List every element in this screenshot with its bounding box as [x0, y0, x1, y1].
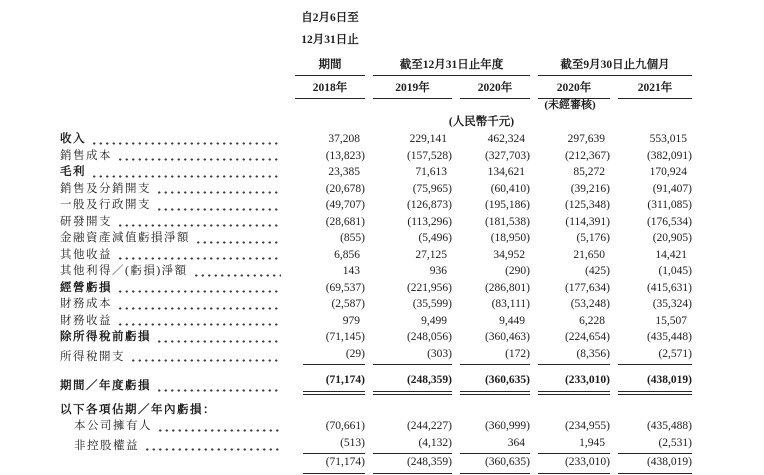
value-cell — [452, 418, 530, 435]
value-number: (157,528) — [406, 149, 452, 162]
period-header-line-1: 自2月6日至 — [301, 12, 359, 24]
value-number: (35,599) — [412, 298, 452, 310]
value-number: (360,635) — [484, 456, 530, 468]
value-number: (29) — [345, 347, 365, 360]
value-number: (172) — [505, 347, 530, 360]
table-row — [60, 435, 692, 455]
value-cell — [452, 247, 530, 264]
value-number: (113,296) — [407, 215, 452, 228]
value-cell — [530, 418, 610, 435]
value-cell — [295, 395, 365, 419]
value-cell — [365, 395, 452, 419]
value-number: (125,348) — [564, 199, 610, 211]
dot-leader — [156, 208, 281, 211]
dot-leader — [91, 142, 281, 145]
value-cell — [365, 435, 452, 455]
value-number: (20,678) — [325, 182, 365, 195]
header-row-unaudited — [60, 99, 692, 112]
value-cell — [452, 454, 530, 475]
table-row — [60, 296, 692, 313]
value-number: (181,538) — [484, 215, 530, 228]
header-spacer — [60, 50, 295, 76]
value-number: (233,010) — [564, 374, 610, 386]
row-label: 金融資產減值虧損淨額 — [60, 230, 295, 247]
value-number: (233,010) — [564, 456, 610, 468]
value-cell — [295, 247, 365, 264]
dot-leader — [117, 290, 281, 293]
value-cell — [295, 435, 365, 455]
header-spacer — [60, 112, 295, 131]
value-number: (39,216) — [570, 182, 610, 195]
table-row — [60, 346, 692, 366]
table-row — [60, 148, 692, 165]
value-cell — [610, 454, 692, 475]
value-cell — [365, 164, 452, 181]
value-cell — [365, 263, 452, 280]
value-cell — [530, 435, 610, 455]
header-spacer — [60, 28, 295, 50]
row-label: 一般及行政開支 — [60, 197, 295, 214]
dot-leader — [156, 389, 281, 392]
value-number: (71,174) — [325, 456, 365, 468]
value-cell — [452, 197, 530, 214]
value-cell — [452, 313, 530, 330]
value-cell — [610, 148, 692, 165]
value-number: 297,639 — [567, 133, 605, 145]
table-body — [60, 131, 692, 475]
value-cell — [530, 280, 610, 297]
value-cell — [365, 230, 452, 247]
value-number: (286,801) — [484, 281, 530, 294]
value-cell — [530, 296, 610, 313]
row-label: 銷售成本 — [60, 148, 295, 165]
row-label: 銷售及分銷開支 — [60, 181, 295, 198]
value-number: (177,634) — [564, 281, 610, 294]
value-cell — [610, 313, 692, 330]
year-header-2018: 2018年 — [295, 76, 365, 99]
value-number: 9,449 — [499, 314, 525, 327]
value-number: 23,385 — [328, 166, 360, 178]
value-cell — [530, 263, 610, 280]
value-number: (244,227) — [406, 420, 452, 432]
value-cell — [365, 148, 452, 165]
value-cell — [530, 365, 610, 395]
value-number: (28,681) — [325, 215, 365, 228]
value-number: 85,272 — [573, 166, 605, 178]
value-number: (83,111) — [491, 298, 530, 310]
value-number: (114,391) — [565, 215, 610, 228]
value-number: 364 — [507, 436, 525, 449]
value-number: 15,507 — [655, 314, 687, 327]
value-cell — [365, 131, 452, 148]
value-number: (5,496) — [418, 232, 452, 244]
table-row — [60, 247, 692, 264]
value-cell — [610, 329, 692, 346]
value-number: (290) — [505, 265, 530, 277]
value-cell — [610, 131, 692, 148]
value-cell — [365, 181, 452, 198]
value-number: 27,125 — [415, 248, 447, 261]
value-cell — [365, 418, 452, 435]
group-header-annual — [365, 50, 530, 76]
row-label: 毛利 — [60, 164, 295, 181]
value-number: 553,015 — [649, 133, 687, 145]
table-row — [60, 313, 692, 330]
value-cell — [610, 346, 692, 366]
header-row-1 — [60, 6, 692, 28]
value-cell — [610, 296, 692, 313]
value-number: (71,145) — [325, 331, 365, 343]
value-cell — [365, 214, 452, 231]
value-cell — [365, 346, 452, 366]
dot-leader — [156, 340, 281, 343]
header-spacer — [60, 99, 530, 112]
value-cell — [295, 148, 365, 165]
table-row — [60, 214, 692, 231]
value-number: (435,448) — [646, 331, 692, 343]
value-number: (5,176) — [576, 232, 610, 244]
value-cell — [530, 181, 610, 198]
value-number: (303) — [427, 347, 452, 360]
header-spacer — [610, 99, 692, 112]
value-number: (18,950) — [490, 232, 530, 244]
value-number: 170,924 — [649, 166, 687, 178]
income-statement-table — [60, 6, 692, 475]
value-number: (176,534) — [646, 215, 692, 228]
value-number: (2,587) — [331, 298, 365, 310]
row-label: 財務收益 — [60, 313, 295, 330]
value-cell — [530, 395, 610, 419]
period-header-line-3 — [295, 50, 365, 76]
value-cell — [452, 395, 530, 419]
row-label: 財務成本 — [60, 296, 295, 313]
value-number: 936 — [429, 265, 447, 277]
group-header-nine-months — [530, 50, 692, 76]
value-cell — [295, 454, 365, 475]
value-cell — [365, 280, 452, 297]
row-label: 經營虧損 — [60, 280, 295, 297]
value-cell — [452, 263, 530, 280]
value-cell — [610, 230, 692, 247]
value-number: (855) — [340, 232, 365, 244]
table-row — [60, 230, 692, 247]
value-number: (69,537) — [325, 281, 365, 294]
group-header-nine-months-underline: 截至9月30日止九個月 — [538, 56, 692, 76]
value-cell — [365, 247, 452, 264]
value-number: (1,045) — [658, 265, 692, 277]
value-cell — [452, 280, 530, 297]
value-number: (438,019) — [646, 374, 692, 386]
value-number: 21,650 — [573, 248, 605, 261]
row-label: 非控股權益 — [60, 435, 295, 455]
dot-leader — [144, 448, 281, 451]
dot-leader — [117, 224, 281, 227]
value-cell — [530, 346, 610, 366]
year-header-2020-unaudited: 2020年 — [530, 76, 610, 99]
value-number: (8,356) — [576, 347, 610, 360]
header-row-groups — [60, 50, 692, 76]
header-row-currency — [60, 112, 692, 131]
row-label: 本公司擁有人 — [60, 418, 295, 435]
value-number: 14,421 — [655, 248, 687, 261]
value-cell — [610, 164, 692, 181]
value-cell — [610, 197, 692, 214]
currency-note: (人民幣千元) — [448, 116, 515, 128]
value-cell — [530, 329, 610, 346]
header-spacer — [60, 76, 295, 99]
value-cell — [452, 230, 530, 247]
value-cell — [452, 365, 530, 395]
value-cell — [530, 247, 610, 264]
value-cell — [452, 435, 530, 455]
value-cell — [295, 418, 365, 435]
value-cell — [610, 181, 692, 198]
value-number: (2,571) — [658, 347, 692, 360]
value-cell — [452, 214, 530, 231]
value-cell — [530, 454, 610, 475]
value-cell — [530, 164, 610, 181]
row-label: 其他收益 — [60, 247, 295, 264]
table-row — [60, 164, 692, 181]
table-row — [60, 280, 692, 297]
value-cell — [365, 454, 452, 475]
value-number: (49,707) — [325, 199, 365, 211]
value-cell — [610, 247, 692, 264]
value-number: (2,531) — [658, 436, 692, 449]
value-number: (513) — [340, 436, 365, 449]
value-number: 979 — [342, 314, 360, 327]
value-number: (53,248) — [570, 298, 610, 310]
value-cell — [295, 280, 365, 297]
year-header-2021: 2021年 — [610, 76, 692, 99]
value-number: (4,132) — [418, 436, 452, 449]
value-number: (13,823) — [325, 149, 365, 162]
value-cell — [365, 329, 452, 346]
value-cell — [452, 296, 530, 313]
value-number: (360,635) — [484, 374, 530, 386]
dot-leader — [91, 175, 281, 178]
value-cell — [295, 329, 365, 346]
value-number: (360,463) — [484, 331, 530, 343]
value-number: (195,186) — [484, 199, 530, 211]
value-number: (248,359) — [406, 456, 452, 468]
value-cell — [610, 418, 692, 435]
header-spacer — [365, 28, 692, 50]
period-header-underline: 期間 — [295, 56, 365, 76]
dot-leader — [130, 359, 281, 362]
row-label: 以下各項佔期／年內虧損： — [60, 403, 216, 416]
value-number: 37,208 — [328, 133, 360, 145]
value-number: (311,085) — [647, 199, 692, 211]
header-row-2 — [60, 28, 692, 50]
row-label: 其他利得／(虧損)淨額 — [60, 263, 295, 280]
value-cell — [452, 181, 530, 198]
row-label — [60, 454, 295, 475]
row-label: 收入 — [60, 131, 295, 148]
unaudited-note: (未經審核) — [544, 99, 596, 111]
value-cell — [365, 197, 452, 214]
value-cell — [295, 365, 365, 395]
value-cell — [610, 395, 692, 419]
table-row — [60, 263, 692, 280]
value-number: 1,945 — [579, 436, 605, 449]
value-number: 462,324 — [487, 133, 525, 145]
value-cell — [610, 435, 692, 455]
header-row-years — [60, 76, 692, 99]
value-cell — [610, 263, 692, 280]
value-number: (248,359) — [406, 374, 452, 386]
value-number: (221,956) — [406, 281, 452, 294]
value-cell — [452, 148, 530, 165]
value-cell — [452, 164, 530, 181]
value-number: (224,654) — [564, 331, 610, 343]
value-cell — [530, 230, 610, 247]
value-cell — [452, 131, 530, 148]
value-cell — [295, 296, 365, 313]
table-row — [60, 418, 692, 435]
value-number: 6,856 — [334, 248, 360, 261]
value-number: 134,621 — [487, 166, 525, 178]
value-cell — [295, 346, 365, 366]
row-label: 所得稅開支 — [60, 346, 295, 366]
dot-leader — [156, 191, 281, 194]
value-number: (91,407) — [652, 182, 692, 195]
value-cell — [610, 280, 692, 297]
row-label: 研發開支 — [60, 214, 295, 231]
value-cell — [530, 313, 610, 330]
row-label: 期間／年度虧損 — [60, 365, 295, 395]
table-row — [60, 329, 692, 346]
table-row — [60, 395, 692, 419]
header-spacer — [365, 6, 692, 28]
dot-leader — [193, 274, 281, 277]
value-cell — [295, 263, 365, 280]
value-number: 34,952 — [493, 248, 525, 261]
header-spacer — [60, 6, 295, 28]
group-header-annual-underline: 截至12月31日止年度 — [373, 56, 530, 76]
table-row — [60, 197, 692, 214]
value-number: (212,367) — [564, 149, 610, 162]
table-row — [60, 181, 692, 198]
year-header-2020: 2020年 — [452, 76, 530, 99]
value-number: (60,410) — [490, 182, 530, 195]
value-cell — [365, 296, 452, 313]
value-cell — [295, 197, 365, 214]
value-cell — [295, 181, 365, 198]
value-number: (234,955) — [564, 420, 610, 432]
value-number: (75,965) — [412, 182, 452, 195]
value-cell — [530, 131, 610, 148]
value-cell — [530, 197, 610, 214]
value-cell — [610, 365, 692, 395]
table-row — [60, 454, 692, 475]
value-number: (71,174) — [325, 374, 365, 386]
value-number: (415,631) — [646, 281, 692, 294]
dot-leader — [157, 429, 281, 432]
dot-leader — [117, 158, 281, 161]
value-number: (438,019) — [646, 456, 692, 468]
dot-leader — [117, 323, 281, 326]
value-cell — [452, 346, 530, 366]
value-number: (382,091) — [646, 149, 692, 162]
value-number: (248,056) — [406, 331, 452, 343]
value-number: 143 — [342, 265, 360, 277]
value-number: 9,499 — [421, 314, 447, 327]
value-cell — [295, 230, 365, 247]
year-header-2019: 2019年 — [365, 76, 452, 99]
value-cell — [295, 131, 365, 148]
value-number: (35,324) — [652, 298, 692, 310]
value-cell — [295, 313, 365, 330]
value-cell — [530, 148, 610, 165]
value-cell — [295, 164, 365, 181]
value-number: 229,141 — [409, 133, 447, 145]
value-cell — [365, 313, 452, 330]
value-cell — [295, 214, 365, 231]
dot-leader — [117, 257, 281, 260]
value-number: (435,488) — [646, 420, 692, 432]
value-cell — [530, 214, 610, 231]
value-cell — [610, 214, 692, 231]
table-row — [60, 365, 692, 395]
value-number: (20,905) — [652, 232, 692, 244]
value-number: (425) — [585, 265, 610, 277]
table-row — [60, 131, 692, 148]
value-number: (327,703) — [484, 149, 530, 162]
value-cell — [452, 329, 530, 346]
value-number: (70,661) — [325, 420, 365, 432]
value-number: 6,228 — [579, 314, 605, 327]
period-header-line-2: 12月31日止 — [301, 34, 359, 46]
dot-leader — [117, 307, 281, 310]
value-number: 71,613 — [415, 166, 447, 178]
value-number: (360,999) — [484, 420, 530, 432]
value-number: (126,873) — [406, 199, 452, 211]
dot-leader — [195, 241, 281, 244]
value-cell — [365, 365, 452, 395]
row-label: 除所得稅前虧損 — [60, 329, 295, 346]
